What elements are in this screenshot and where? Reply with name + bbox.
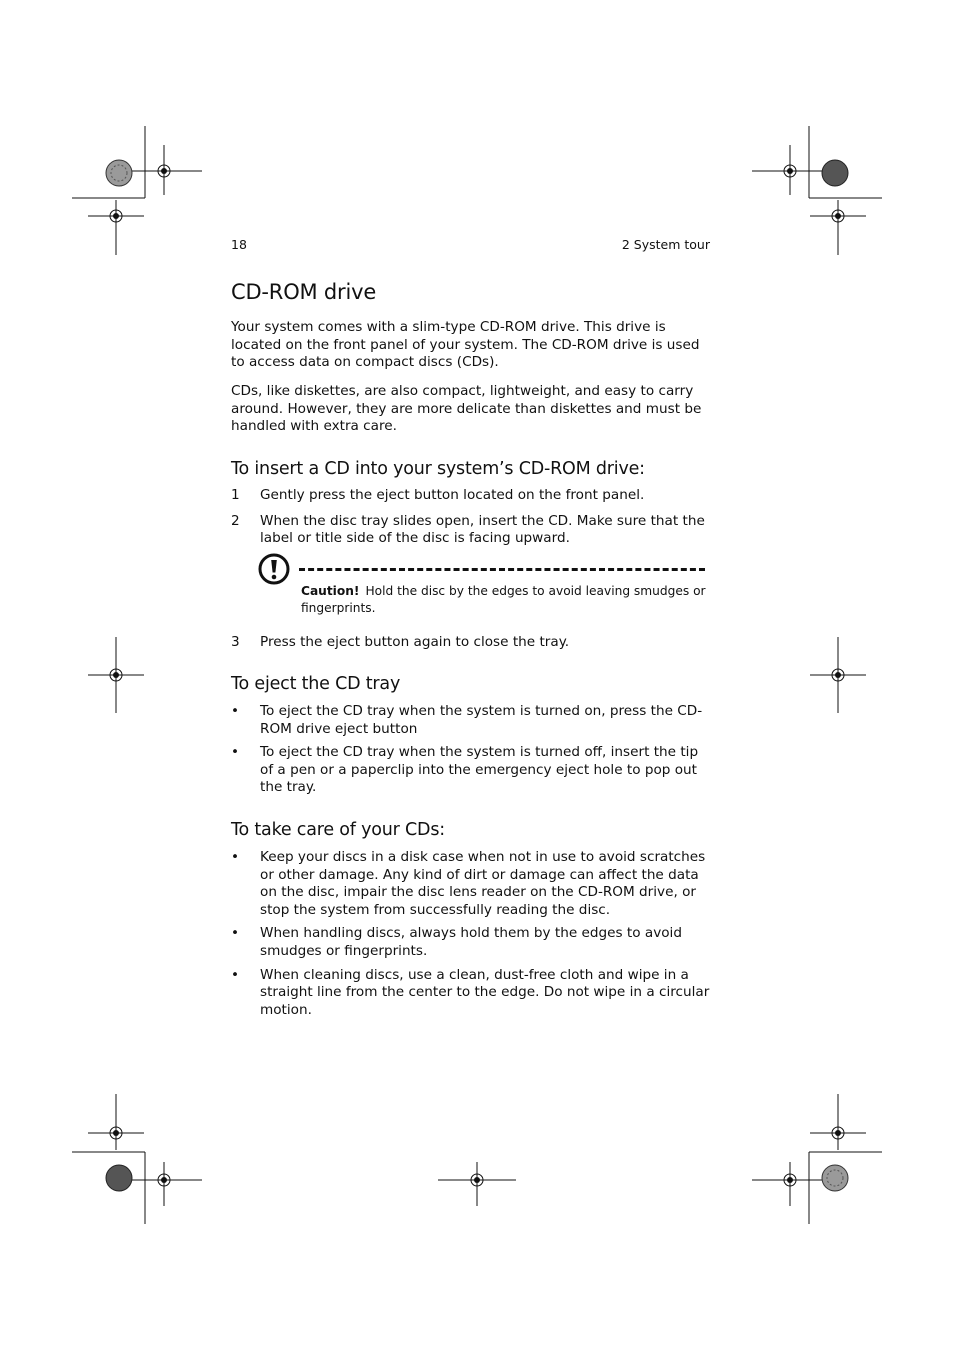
- bullet: •: [231, 744, 240, 761]
- insert-cd-heading: To insert a CD into your system’s CD-ROM drive:: [231, 459, 645, 479]
- step-text: Press the eject button again to close the tray.: [260, 634, 570, 650]
- step-number: 1: [231, 487, 240, 503]
- list-item: [231, 925, 711, 960]
- caution-text: Hold the disc by the edges to avoid leaving smudges or fingerprints.: [301, 584, 706, 615]
- step-number: 2: [231, 512, 240, 529]
- insert-step-3: [231, 634, 711, 652]
- list-item: [231, 849, 711, 919]
- bullet-text: When cleaning discs, use a clean, dust-free cloth and wipe in a straight line from the center to the edge. Do not wipe in a circular motion.: [260, 966, 710, 1018]
- bullet-text: When handling discs, always hold them by the edges to avoid smudges or fingerprints.: [260, 925, 682, 959]
- step-number: 3: [231, 634, 240, 650]
- insert-steps-list: [231, 487, 711, 548]
- eject-bullets: [231, 703, 711, 797]
- list-item: [231, 634, 711, 652]
- caution-divider: [299, 568, 705, 571]
- caution-exclamation-icon: [258, 553, 290, 585]
- bullet-text: To eject the CD tray when the system is turned off, insert the tip of a pen or a paperclip into the emergency eject hole to pop out the tray.: [260, 744, 699, 796]
- cd-care-heading: To take care of your CDs:: [231, 820, 445, 840]
- caution-note: [301, 583, 711, 616]
- eject-tray-heading: To eject the CD tray: [231, 674, 401, 694]
- caution-label: Caution!: [301, 584, 360, 598]
- intro-paragraph-1: Your system comes with a slim-type CD-ROM drive. This drive is located on the front panel of your system. The CD-ROM drive is used to access data on compact discs (CDs).: [231, 319, 700, 371]
- bullet: •: [231, 966, 240, 983]
- list-item: [231, 487, 711, 505]
- bullet: •: [231, 849, 240, 865]
- step-text: When the disc tray slides open, insert the CD. Make sure that the label or title side of the disc is facing upward.: [260, 512, 705, 547]
- list-item: [231, 967, 711, 1020]
- bullet-text: To eject the CD tray when the system is turned on, press the CD-ROM drive eject button: [260, 703, 703, 737]
- bullet: •: [231, 925, 240, 942]
- intro-paragraph-2: CDs, like diskettes, are also compact, lightweight, and easy to carry around. However, they are more delicate than diskettes and must be handled with extra care.: [231, 383, 702, 435]
- bullet: •: [231, 703, 240, 719]
- step-text: Gently press the eject button located on the front panel.: [260, 487, 645, 503]
- care-bullets: [231, 849, 711, 1019]
- chapter-title: 2 System tour: [621, 237, 710, 252]
- list-item: [231, 744, 711, 797]
- section-title: CD-ROM drive: [231, 280, 377, 304]
- list-item: [231, 513, 711, 548]
- bullet-text: Keep your discs in a disk case when not in use to avoid scratches or other damage. Any kind of dirt or damage can affect the data on the disc, impair the disc lens reader on the CD-ROM drive, or stop the system from successfully reading the disc.: [260, 849, 706, 918]
- list-item: [231, 703, 711, 738]
- page-number: 18: [231, 237, 247, 252]
